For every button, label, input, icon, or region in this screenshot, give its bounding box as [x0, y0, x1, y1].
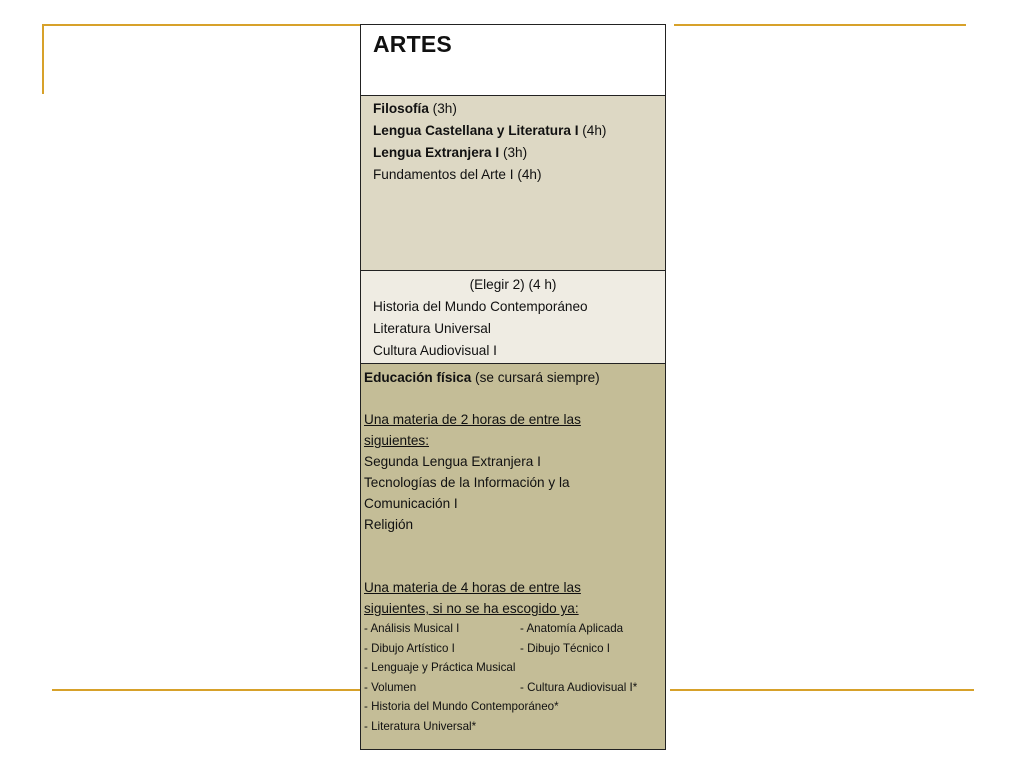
decorative-line-bottom-right — [670, 689, 974, 691]
two-hours-heading: Una materia de 2 horas de entre las — [364, 412, 581, 427]
elective-subject-item: Cultura Audiovisual I — [373, 343, 497, 358]
additional-subjects-content — [364, 367, 662, 737]
title-section — [361, 25, 665, 96]
elective-subjects-section — [361, 271, 665, 364]
option-row: - Volumen - Cultura Audiovisual I* — [364, 680, 638, 694]
core-subject-item: Lengua Castellana y Literatura I (4h) — [373, 123, 607, 138]
core-subject-list — [373, 98, 606, 186]
two-hours-item: Comunicación I — [364, 496, 458, 511]
decorative-line-left-vertical — [42, 24, 44, 94]
two-hours-item: Tecnologías de la Información y la — [364, 475, 570, 490]
pe-line: Educación física (se cursará siempre) — [364, 370, 600, 385]
decorative-line-top-left — [42, 24, 360, 26]
core-subject-item: Lengua Extranjera I (3h) — [373, 145, 528, 160]
four-hours-heading: Una materia de 4 horas de entre las — [364, 580, 581, 595]
elective-subject-item: Literatura Universal — [373, 321, 491, 336]
two-hours-item: Segunda Lengua Extranjera I — [364, 454, 541, 469]
elective-subject-item: Historia del Mundo Contemporáneo — [373, 299, 588, 314]
core-subject-item: Filosofía (3h) — [373, 101, 457, 116]
page-title: ARTES — [373, 31, 452, 57]
four-hours-option-list — [364, 619, 662, 737]
elective-subject-list — [373, 296, 588, 362]
curriculum-card — [360, 24, 666, 750]
decorative-line-bottom-left — [52, 689, 360, 691]
core-subjects-section — [361, 96, 665, 271]
two-hours-heading-cont: siguientes: — [364, 433, 429, 448]
option-row: - Dibujo Artístico I - Dibujo Técnico I — [364, 641, 610, 655]
core-subject-item: Fundamentos del Arte I (4h) — [373, 167, 542, 182]
additional-subjects-section — [361, 364, 665, 749]
four-hours-heading-cont: siguientes, si no se ha escogido ya: — [364, 601, 579, 616]
option-row: - Análisis Musical I - Anatomía Aplicada — [364, 622, 624, 635]
elective-heading: (Elegir 2) (4 h) — [469, 277, 557, 292]
two-hours-item: Religión — [364, 517, 414, 532]
decorative-line-top-right — [674, 24, 966, 26]
option-row: - Historia del Mundo Contemporáneo* — [364, 700, 559, 714]
option-row: - Literatura Universal* — [364, 719, 477, 733]
option-row: - Lenguaje y Práctica Musical — [364, 661, 516, 675]
